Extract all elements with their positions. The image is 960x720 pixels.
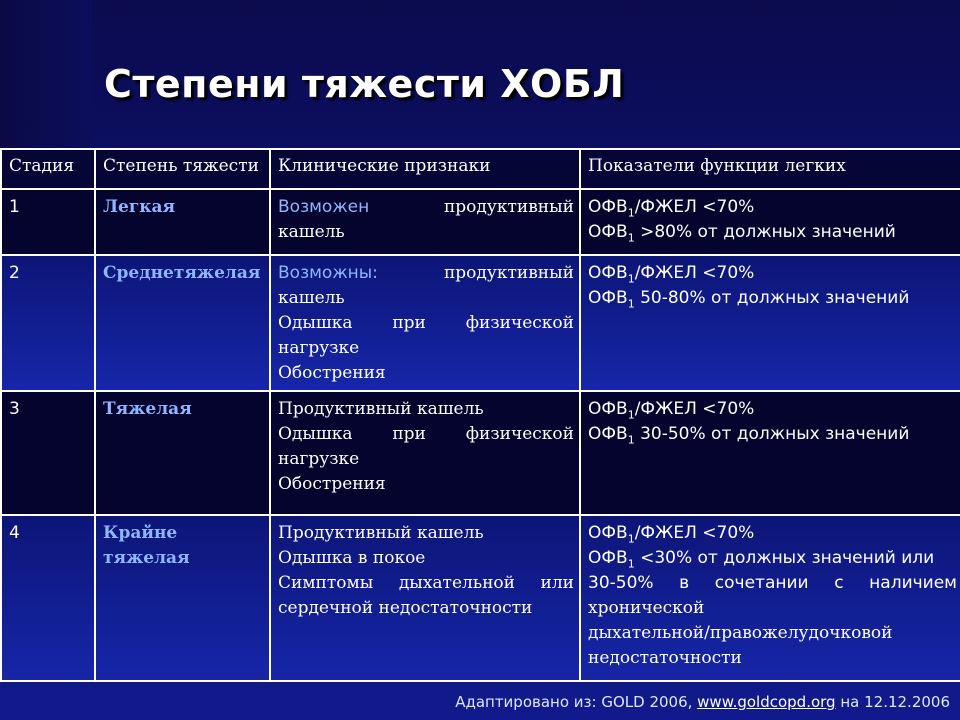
copd-severity-table [0, 148, 960, 682]
lung-text: ОФВ [588, 197, 628, 217]
source-footer [455, 693, 950, 711]
clinical-cell [270, 189, 580, 255]
clinical-line: кашель [278, 222, 345, 242]
clinical-highlight: Возможны: [278, 263, 378, 283]
clinical-line: нагрузке [278, 449, 360, 469]
clinical-line: Симптомы дыхательной или [278, 573, 574, 593]
stage-cell: 2 [1, 255, 95, 391]
lung-text: ОФВ [588, 222, 628, 242]
lung-text: ОФВ [588, 399, 628, 419]
lung-text: 30-50% от должных значений [634, 424, 910, 444]
lung-line: дыхательной/правожелудочковой [588, 623, 893, 643]
clinical-text: продуктивный [443, 263, 574, 283]
clinical-line: Одышка при физической [278, 313, 574, 333]
clinical-line: кашель [278, 288, 345, 308]
table-row [1, 189, 960, 255]
footer-prefix: Адаптировано из: GOLD 2006, [455, 693, 698, 711]
lung-text: /ФЖЕЛ <70% [634, 523, 755, 543]
footer-suffix: на 12.12.2006 [835, 693, 950, 711]
lung-subscript: 1 [627, 272, 635, 286]
lung-line: хронической [588, 598, 705, 618]
table-row [1, 391, 960, 515]
lung-line [588, 195, 957, 220]
clinical-text: продуктивный [443, 197, 574, 217]
lung-line [588, 261, 957, 286]
table-row [1, 515, 960, 681]
clinical-cell [270, 255, 580, 391]
severity-cell [95, 515, 270, 681]
lung-subscript: 1 [627, 433, 635, 447]
lung-line: 30-50% в сочетании с наличием [588, 573, 957, 593]
stage-cell: 1 [1, 189, 95, 255]
clinical-line [278, 261, 574, 286]
slide-title: Степени тяжести ХОБЛ [104, 62, 625, 106]
lung-text: 50-80% от должных значений [634, 288, 910, 308]
lung-line [588, 286, 957, 311]
lung-function-cell [580, 515, 960, 681]
severity-label: Легкая [103, 197, 176, 217]
lung-text: >80% от должных значений [634, 222, 896, 242]
lung-line [588, 397, 957, 422]
severity-cell [95, 189, 270, 255]
lung-text: /ФЖЕЛ <70% [634, 399, 755, 419]
lung-subscript: 1 [627, 408, 635, 422]
severity-label: Крайне [103, 523, 178, 543]
left-stripe-decoration [0, 0, 92, 150]
table-row [1, 255, 960, 391]
lung-line [588, 220, 957, 245]
lung-function-cell [580, 391, 960, 515]
lung-subscript: 1 [627, 532, 635, 546]
lung-text: ОФВ [588, 263, 628, 283]
lung-line [588, 422, 957, 447]
lung-text: ОФВ [588, 523, 628, 543]
header-severity: Степень тяжести [95, 149, 270, 189]
lung-subscript: 1 [627, 231, 635, 245]
lung-line: недостаточности [588, 648, 742, 668]
lung-function-cell [580, 189, 960, 255]
clinical-line: нагрузке [278, 338, 360, 358]
clinical-line: сердечной недостаточности [278, 598, 533, 618]
severity-cell [95, 391, 270, 515]
lung-text: /ФЖЕЛ <70% [634, 263, 755, 283]
severity-label: Среднетяжелая [103, 263, 261, 283]
severity-cell [95, 255, 270, 391]
header-lung-function: Показатели функции легких [580, 149, 960, 189]
clinical-line [278, 195, 574, 220]
lung-subscript: 1 [627, 557, 635, 571]
stage-cell: 3 [1, 391, 95, 515]
severity-label: Тяжелая [103, 399, 192, 419]
header-stage: Стадия [1, 149, 95, 189]
lung-text: /ФЖЕЛ <70% [634, 197, 755, 217]
table-header-row [1, 149, 960, 189]
clinical-cell [270, 391, 580, 515]
clinical-line: Обострения [278, 474, 386, 494]
lung-function-cell [580, 255, 960, 391]
clinical-line: Продуктивный кашель [278, 399, 484, 419]
clinical-cell [270, 515, 580, 681]
clinical-line: Обострения [278, 363, 386, 383]
lung-subscript: 1 [627, 297, 635, 311]
lung-line [588, 546, 957, 571]
lung-text: ОФВ [588, 424, 628, 444]
clinical-line: Одышка при физической [278, 424, 574, 444]
lung-text: <30% от должных значений или [634, 548, 935, 568]
lung-line [588, 521, 957, 546]
clinical-line: Продуктивный кашель [278, 523, 484, 543]
header-clinical: Клинические признаки [270, 149, 580, 189]
clinical-highlight: Возможен [278, 197, 370, 217]
lung-text: ОФВ [588, 548, 628, 568]
gold-website-link[interactable]: www.goldcopd.org [697, 693, 836, 711]
severity-label: тяжелая [103, 548, 190, 568]
clinical-line: Одышка в покое [278, 548, 426, 568]
lung-text: ОФВ [588, 288, 628, 308]
lung-subscript: 1 [627, 206, 635, 220]
stage-cell: 4 [1, 515, 95, 681]
